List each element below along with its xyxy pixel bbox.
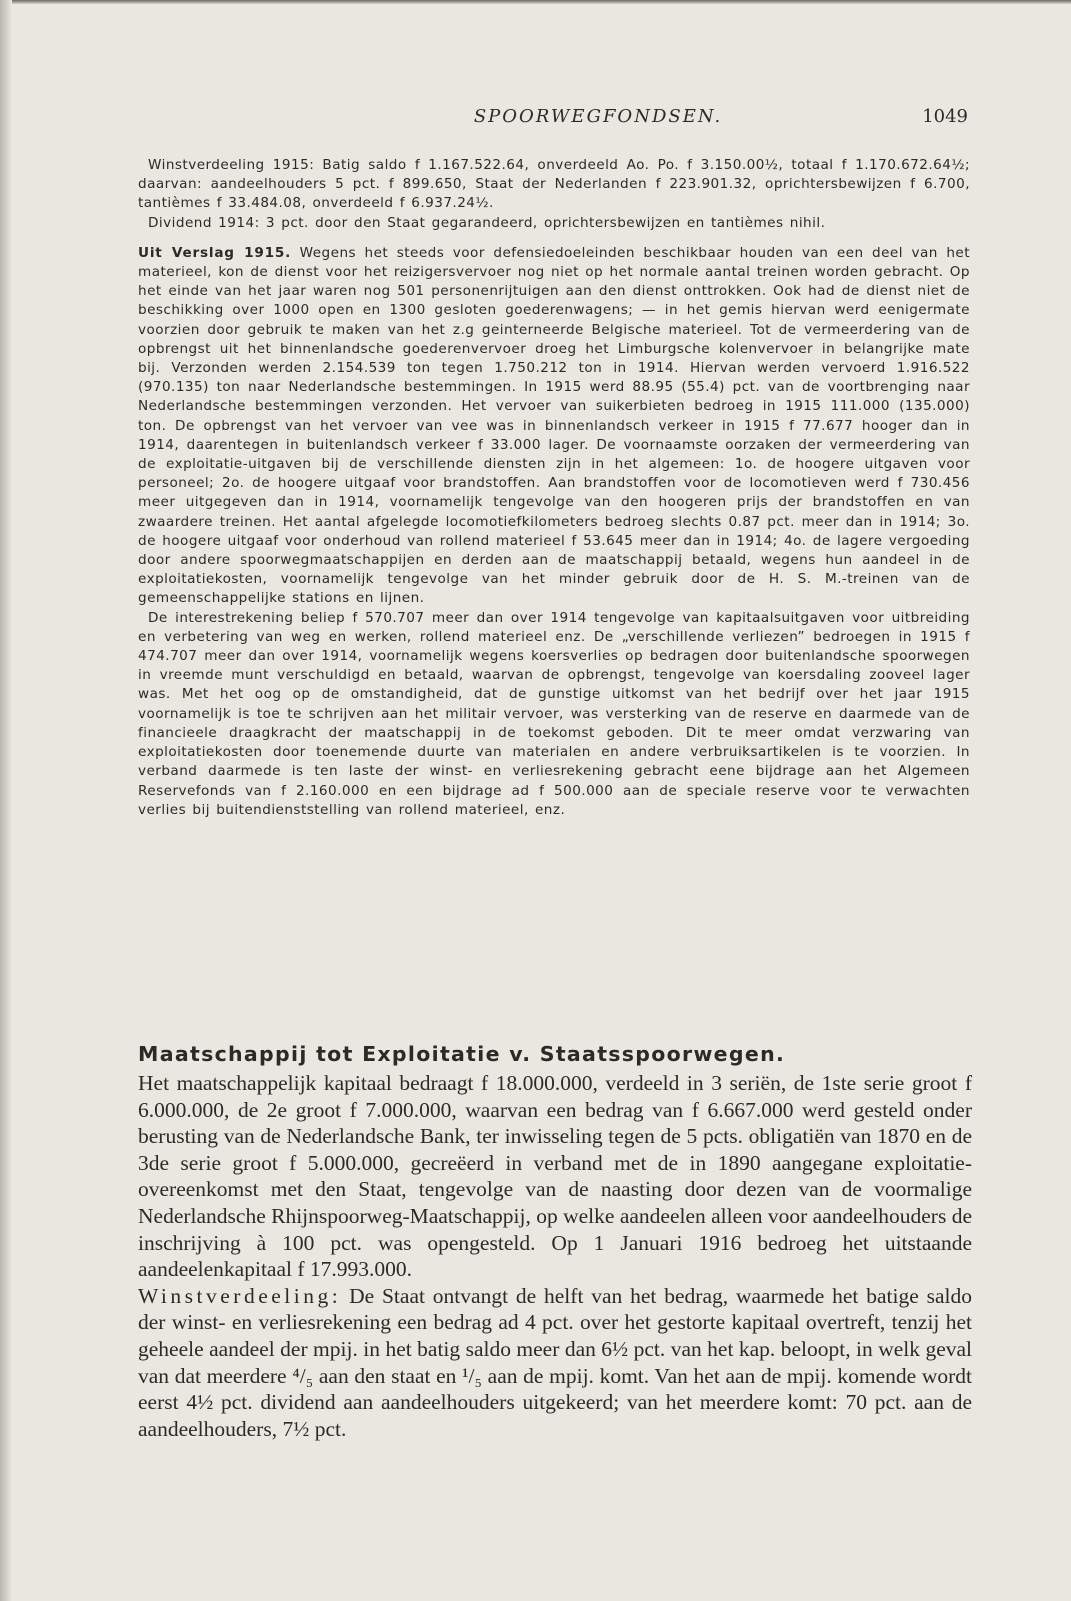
winstverdeeling-label: Winstverdeeling: [138,1283,342,1308]
verslag-body-1: Wegens het steeds voor defensiedoeleinden beschikbaar houden van een deel van het materieel, kon de dienst voor het reizigersvervoer nog niet op het normale aantal treinen worden gebracht. Op het einde van het jaar waren nog 501 personenrijtuigen aan den dienst onttrokken. Ook had de dienst niet de beschikking over 1000 open en 1300 gesloten goederenwagens; — in het gemis hiervan werd eenigermate voorzien door gebruik te maken van het z.g geinterneerde Belgische materieel. Tot de vermeerdering van de opbrengst uit het binnenlandsche goederenvervoer droeg het Limburgsche kolenvervoer in belangrijke mate bij. Verzonden werden 2.154.539 ton tegen 1.750.212 ton in 1914. Hiervan werden vervoerd 1.916.522 (970.135) ton naar Nederlandsche bestemmingen. In 1915 werd 88.95 (55.4) pct. van de voortbrenging naar Nederlandsche bestemmingen verzonden. Het vervoer van suikerbieten bedroeg in 1915 111.000 (135.000) ton. De opbrengst van het vervoer van vee was in binnenlandsch verkeer in 1915 f 77.677 hooger dan in 1914, daarentegen in buitenlandsch verkeer f 33.000 lager. De voornaamste oorzaken der vermeerdering van de exploitatie-uitgaven bij de verschillende diensten zijn in het algemeen: 1o. de hoogere uitgaven voor personeel; 2o. de hoogere uitgaaf voor brandstoffen. Aan brandstoffen voor de locomotieven werd f 730.456 meer uitgegeven dan in 1914, voornamelijk tengevolge van den hoogeren prijs der brandstoffen en van zwaardere treinen. Het aantal afgelegde locomotiefkilometers bedroeg slechts 0.87 pct. meer dan in 1914; 3o. de hoogere uitgaaf voor onderhoud van rollend materieel f 53.645 meer dan in 1914; 4o. de lagere vergoeding door andere spoorwegmaatschappijen en derden aan de maatschappij betaald, wegens hun aandeel in de exploitatiekosten, voornamelijk tengevolge van het minder gebruik door de H. S. M.-treinen van de gemeenschappelijke stations en lijnen. [138,244,970,607]
page-number: 1049 [922,106,968,127]
running-head [138,106,968,132]
section-heading: Maatschappij tot Exploitatie v. Staatsspoorwegen. [138,1042,786,1066]
dividend-1914-paragraph: Dividend 1914: 3 pct. door den Staat gegarandeerd, oprichtersbewijzen en tantièmes nihil. [148,214,826,231]
winstverdeeling-1915-paragraph: Winstverdeeling 1915: Batig saldo f 1.167.522.64, onverdeeld Ao. Po. f 3.150.00½, totaal f 1.170.672.64½; daarvan: aandeelhouders 5 pct. f 899.650, Staat der Nederlanden f 223.901.32, oprichtersbewijzen f 6.700, tantièmes f 33.484.08, onverdeeld f 6.937.24½. [138,157,970,212]
running-title: SPOORWEGFONDSEN. [473,106,723,127]
kapitaal-paragraph: Het maatschappelijk kapitaal bedraagt f 18.000.000, verdeeld in 3 seriën, de 1ste serie groot f 6.000.000, de 2e groot f 7.000.000, waarvan een bedrag van f 6.667.000 werd gesteld onder berusting van de Nederlandsche Bank, ter inwisseling tegen de 5 pcts. obligatiën van 1870 en de 3de serie groot f 5.000.000, gecreëerd in verband met de in 1890 aangegane exploitatie-overeenkomst met den Staat, tengevolge van de naasting door dezen van de voormalige Nederlandsche Rhijnspoorweg-Maatschappij, op welke aandeelen alleen voor aandeelhouders de inschrijving à 100 pct. was opengesteld. Op 1 Januari 1916 bedroeg het uitstaande aandeelenkapitaal f 17.993.000. [138,1071,972,1282]
winstverdeeling-paragraph [138,1283,972,1443]
scan-edge-top [0,0,1071,4]
scan-edge-left [0,0,12,1601]
winstverdeeling-text: De Staat ontvangt de helft van het bedrag, waarmede het batige saldo der winst- en verliesrekening een bedrag ad 4 pct. over het gestorte kapitaal overtreft, tenzij het geheele aandeel der mpij. in het batig saldo meer dan 6½ pct. van het kap. beloopt, in welk geval van dat meerdere ⁴/₅ aan den staat en ¹/₅ aan de mpij. komt. Van het aan de mpij. komende wordt eerst 4½ pct. dividend aan aandeelhouders uitgekeerd; van het meerdere komt: 70 pct. aan de aandeelhouders, 7½ pct. [138,1283,972,1441]
verslag-label: Uit Verslag 1915. [138,244,292,261]
small-print-block [138,156,970,820]
large-print-block [138,1040,972,1442]
interest-paragraph: De interestrekening beliep f 570.707 meer dan over 1914 tengevolge van kapitaalsuitgaven voor uitbreiding en verbetering van weg en werken, rollend materieel enz. De „verschillende verliezen” bedroegen in 1915 f 474.707 meer dan over 1914, voornamelijk wegens koersverlies op bedragen door buitenlandsche spoorwegen in vreemde munt verschuldigd en betaald, waarvan de opbrengst, tengevolge van koersdaling zooveel lager was. Met het oog op de omstandigheid, dat de gunstige uitkomst van het bedrijf over het jaar 1915 voornamelijk is toe te schrijven aan het militair vervoer, was versterking van de reserve en daarmede van de financieele draagkracht der maatschappij in de toekomst geboden. Dit te meer omdat verzwaring van exploitatiekosten door toenemende duurte van materialen en andere verbruiksartikelen is te voorzien. In verband daarmede is ten laste der winst- en verliesrekening gebracht eene bijdrage aan het Algemeen Reservefonds van f 2.160.000 en een bijdrage ad f 500.000 aan de speciale reserve voor te verwachten verlies bij buitendienststelling van rollend materieel, enz. [138,609,970,818]
verslag-1915-paragraph [138,244,970,609]
